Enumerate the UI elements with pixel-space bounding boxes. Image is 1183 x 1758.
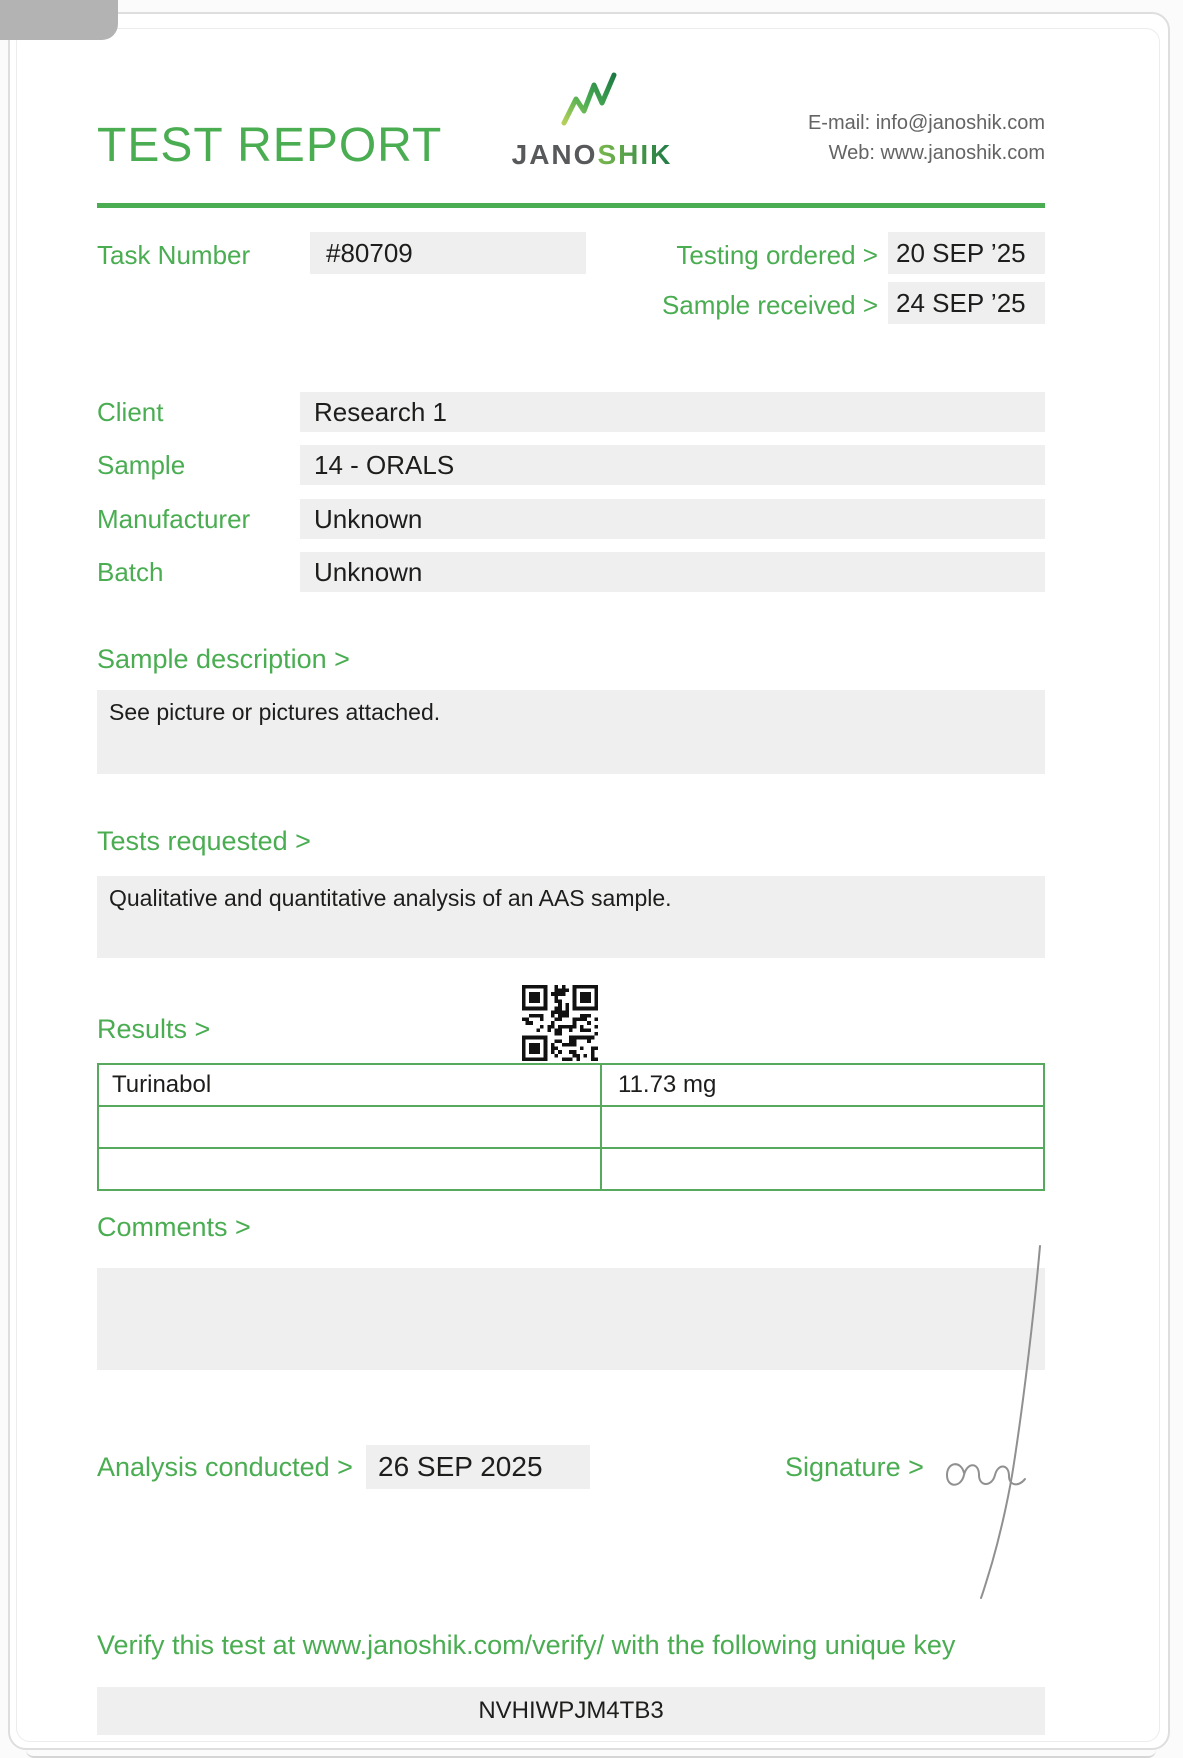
comments-heading: Comments >: [97, 1212, 251, 1242]
analysis-date-value: 26 SEP 2025: [378, 1451, 543, 1482]
manufacturer-value: Unknown: [314, 503, 423, 534]
sample-label: Sample: [97, 449, 186, 480]
analysis-date-box: [366, 1445, 590, 1489]
client-value: Research 1: [314, 396, 447, 427]
analysis-conducted-label: Analysis conducted >: [97, 1451, 353, 1482]
testing-ordered-label: Testing ordered >: [676, 240, 878, 270]
batch-label: Batch: [97, 556, 164, 587]
verify-key-box: [97, 1687, 1045, 1735]
qr-code: [522, 985, 598, 1061]
brand-primary: JANO: [511, 139, 598, 170]
results-table: [97, 1063, 1045, 1191]
sample-value-box: [300, 445, 1045, 485]
brand-secondary: SHIK: [597, 139, 673, 170]
result-amount: [602, 1107, 1043, 1147]
contact-web: Web: www.janoshik.com: [828, 142, 1045, 164]
sample-received-value: 24 SEP ’25: [896, 287, 1026, 318]
page-title: TEST REPORT: [97, 119, 443, 172]
batch-value: Unknown: [314, 556, 423, 587]
sample-description-box: [97, 690, 1045, 774]
result-analyte: [99, 1149, 602, 1189]
contact-email: E-mail: info@janoshik.com: [807, 112, 1045, 134]
trend-chart-icon: [560, 121, 624, 138]
tests-requested-heading: Tests requested >: [97, 826, 311, 856]
result-amount: 11.73 mg: [618, 1071, 717, 1098]
manufacturer-label: Manufacturer: [97, 503, 251, 534]
tests-requested-box: [97, 876, 1045, 958]
client-label: Client: [97, 396, 164, 427]
task-number-label: Task Number: [97, 240, 251, 270]
result-analyte: [99, 1107, 602, 1147]
tests-requested-text: Qualitative and quantitative analysis of an AAS sample.: [109, 885, 672, 911]
contact-block: [645, 108, 1045, 168]
sample-received-value-box: [888, 282, 1045, 324]
manufacturer-value-box: [300, 499, 1045, 539]
task-number-value-box: [310, 232, 586, 274]
batch-value-box: [300, 552, 1045, 592]
task-number-value: #80709: [326, 237, 413, 268]
results-table-row: [99, 1065, 1043, 1105]
testing-ordered-value: 20 SEP ’25: [896, 237, 1026, 268]
comments-text: [97, 1268, 1045, 1277]
verify-instruction: Verify this test at www.janoshik.com/verify/ with the following unique key: [97, 1630, 956, 1660]
results-heading: Results >: [97, 1014, 211, 1044]
results-table-row: [99, 1105, 1043, 1147]
corner-tab: [0, 0, 118, 40]
testing-ordered-value-box: [888, 232, 1045, 274]
handwritten-signature: [918, 1238, 1068, 1608]
result-amount: [602, 1149, 1043, 1189]
page-stack-edge: [26, 1750, 1156, 1758]
result-analyte: Turinabol: [99, 1065, 602, 1105]
sample-description-text: See picture or pictures attached.: [109, 699, 441, 725]
results-table-row: [99, 1147, 1043, 1189]
verify-key: NVHIWPJM4TB3: [478, 1697, 664, 1724]
client-value-box: [300, 392, 1045, 432]
comments-box: [97, 1268, 1045, 1370]
header-divider: [97, 203, 1045, 208]
sample-value: 14 - ORALS: [314, 449, 455, 480]
sample-received-label: Sample received >: [661, 290, 878, 320]
sample-description-heading: Sample description >: [97, 644, 350, 674]
signature-label: Signature >: [785, 1451, 924, 1482]
